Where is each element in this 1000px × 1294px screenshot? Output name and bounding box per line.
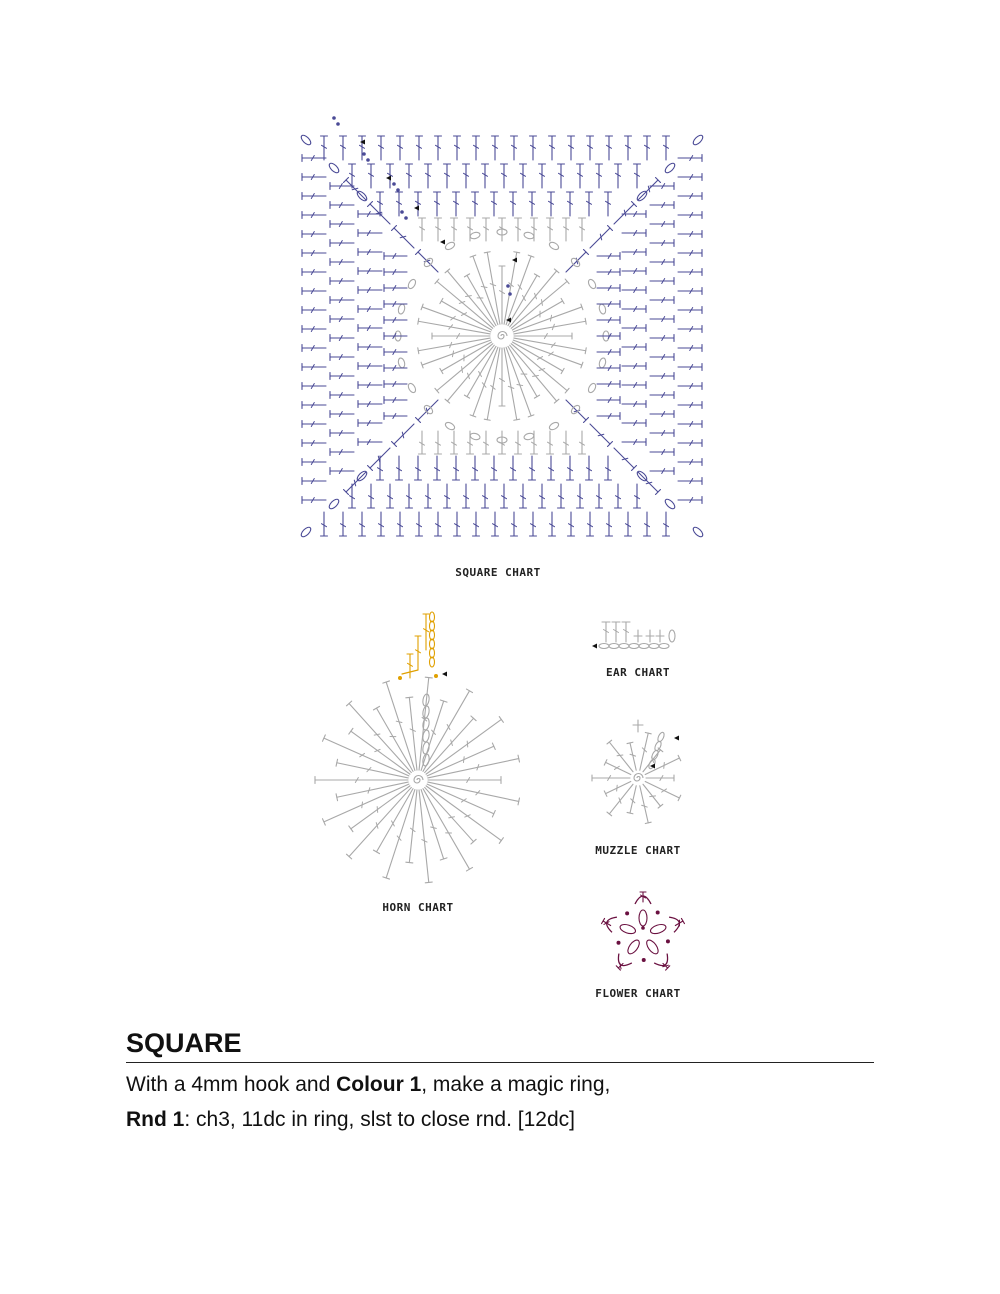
start-marker	[512, 258, 517, 263]
slip-stitch	[434, 674, 438, 678]
instruction-line-2	[126, 1106, 575, 1134]
flower-center-chain	[644, 938, 660, 956]
slip-stitch	[362, 152, 366, 156]
corner-dc	[346, 472, 366, 492]
corner-dc	[566, 252, 586, 272]
slip-stitch	[400, 210, 404, 214]
stitch-top	[336, 794, 337, 801]
muzzle-chain	[651, 749, 660, 760]
stitch-top	[373, 850, 379, 854]
round-chain	[397, 357, 405, 368]
stitch-top	[585, 318, 586, 324]
horn-chain	[422, 742, 430, 755]
round-chain	[469, 432, 480, 440]
stitch-slash	[377, 807, 378, 813]
stitch-top	[484, 252, 490, 253]
corner-dc	[590, 424, 610, 444]
slip-stitch	[641, 926, 645, 930]
petal-slip	[666, 939, 670, 943]
slip-stitch	[404, 216, 408, 220]
stitch-top	[349, 728, 353, 734]
stitch-top	[514, 252, 520, 253]
start-marker	[414, 206, 419, 211]
start-marker	[440, 240, 445, 245]
corner-chain	[692, 134, 705, 147]
stitch-top	[627, 812, 633, 813]
stitch-top	[484, 419, 490, 420]
horn-dc	[386, 790, 415, 878]
muzzle-chart	[586, 714, 696, 834]
round-chain	[523, 231, 534, 239]
stitch-slash	[462, 367, 463, 373]
stitch-slash	[541, 300, 542, 306]
flower-center-chain	[639, 910, 647, 926]
flower-chart	[596, 886, 690, 980]
round-chain	[598, 357, 606, 368]
corner-chain	[328, 498, 341, 511]
corner-chain	[300, 526, 313, 539]
horn-chain	[422, 718, 430, 731]
muzzle-dc	[645, 781, 679, 797]
slip-stitch	[336, 122, 340, 126]
stitch-slash	[463, 757, 464, 763]
stitch-top	[425, 882, 432, 883]
slip-stitch	[332, 116, 336, 120]
stitch-slash	[396, 721, 402, 722]
flower-center-chain	[619, 923, 637, 936]
round-chain	[444, 241, 456, 251]
round-chain	[444, 421, 456, 431]
ear-chain	[639, 644, 649, 649]
stitch-slash	[648, 186, 649, 192]
stitch-top	[499, 838, 503, 844]
round-label: Rnd 1	[126, 1108, 185, 1131]
start-marker	[386, 176, 391, 181]
round-chain	[523, 432, 534, 440]
muzzle-dc	[609, 784, 633, 814]
slip-stitch	[392, 182, 396, 186]
stitch-slash	[400, 236, 406, 237]
stitch-top	[336, 759, 337, 766]
petal-slip	[656, 911, 660, 915]
ear-chain	[659, 644, 669, 649]
colour-label: Colour 1	[336, 1073, 422, 1096]
square-chart-caption: SQUARE CHART	[455, 566, 541, 579]
instruction-text: With a 4mm hook and	[126, 1073, 337, 1096]
petal-slip	[625, 911, 629, 915]
stitch-slash	[517, 384, 523, 385]
stitch-top	[518, 798, 519, 805]
stitch-slash	[622, 458, 628, 459]
stitch-slash	[550, 315, 551, 321]
corner-dc	[394, 228, 414, 248]
round-chain	[397, 303, 405, 314]
stitch-top	[466, 689, 472, 693]
petal-slip	[642, 958, 646, 962]
horn-dc	[324, 738, 409, 776]
stitch-top	[466, 867, 472, 871]
square-chart	[276, 110, 728, 562]
slip-stitch	[508, 292, 512, 296]
muzzle-dc	[640, 786, 648, 823]
flower-center-chain	[626, 938, 642, 956]
round-chain	[598, 303, 606, 314]
horn-dc	[386, 682, 415, 770]
horn-chart-caption: HORN CHART	[382, 901, 454, 914]
round-chain	[587, 382, 597, 394]
corner-chain	[664, 498, 677, 511]
ear-chart-caption: EAR CHART	[605, 666, 671, 679]
magic-ring	[414, 776, 423, 784]
stitch-slash	[362, 802, 363, 808]
round-chain	[548, 241, 560, 251]
ear-chain	[619, 644, 629, 649]
start-marker	[674, 736, 679, 741]
round-chain	[407, 382, 417, 394]
corner-dc	[614, 448, 634, 468]
ear-chain	[609, 644, 619, 649]
stitch-top	[418, 318, 419, 324]
horn-dc	[421, 790, 444, 859]
instruction-line-1	[126, 1071, 610, 1099]
stitch-slash	[402, 432, 403, 438]
corner-dc	[418, 400, 438, 420]
horn-dc	[419, 790, 429, 882]
section-heading: SQUARE	[126, 1026, 874, 1063]
stitch-slash	[452, 351, 453, 357]
stitch-top	[406, 697, 413, 698]
stitch-slash	[600, 234, 601, 240]
slip-stitch	[366, 158, 370, 162]
stitch-slash	[617, 755, 623, 756]
stitch-top	[373, 706, 379, 710]
ear-chain	[629, 644, 639, 649]
round-chain	[407, 278, 417, 290]
stitch-slash	[620, 963, 621, 969]
stitch-slash	[374, 734, 380, 735]
corner-dc	[638, 472, 658, 492]
slip-stitch	[398, 676, 402, 680]
horn-dc	[428, 759, 519, 778]
muzzle-chart-caption: MUZZLE CHART	[595, 844, 681, 857]
stitch-slash	[619, 798, 621, 803]
stitch-slash	[467, 741, 468, 747]
muzzle-dc	[609, 742, 633, 772]
horn-dc	[324, 784, 409, 822]
flower-center-chain	[649, 923, 667, 936]
corner-chain	[300, 134, 313, 147]
stitch-slash	[617, 785, 618, 791]
magic-ring	[498, 332, 507, 340]
ear-chain	[669, 630, 675, 642]
stitch-slash	[664, 763, 665, 769]
slip-stitch	[396, 188, 400, 192]
stitch-top	[499, 717, 503, 723]
muzzle-chain	[657, 731, 666, 742]
ear-chain	[599, 644, 609, 649]
round-chain	[469, 231, 480, 239]
slip-stitch	[506, 284, 510, 288]
horn-dc	[421, 701, 444, 770]
corner-chain	[664, 162, 677, 175]
round-chain	[587, 278, 597, 290]
stitch-top	[645, 732, 651, 733]
corner-dc	[638, 180, 658, 200]
round-instruction: : ch3, 11dc in ring, slst to close rnd. [12dc]	[184, 1108, 575, 1131]
horn-dc	[409, 790, 417, 863]
stitch-top	[514, 419, 520, 420]
corner-chain	[692, 526, 705, 539]
stitch-slash	[466, 296, 472, 297]
petal-slip	[617, 941, 621, 945]
instruction-text: , make a magic ring,	[421, 1073, 611, 1096]
stitch-top	[418, 348, 419, 354]
stitch-slash	[352, 188, 358, 189]
horn-dc	[409, 697, 417, 770]
corner-chain	[328, 162, 341, 175]
start-marker	[442, 672, 447, 677]
stitch-top	[645, 822, 651, 823]
muzzle-dc	[630, 743, 636, 770]
corner-dc	[566, 400, 586, 420]
horn-chart	[300, 600, 540, 895]
stitch-top	[518, 755, 519, 762]
stitch-top	[585, 348, 586, 354]
stitch-slash	[354, 480, 355, 486]
horn-dc	[428, 782, 519, 801]
ear-chain	[649, 644, 659, 649]
corner-dc	[418, 252, 438, 272]
stitch-top	[406, 862, 413, 863]
stitch-slash	[481, 286, 487, 287]
stitch-slash	[431, 827, 437, 828]
stitch-slash	[646, 482, 652, 483]
start-marker	[592, 644, 597, 649]
stitch-slash	[533, 375, 539, 376]
stitch-top	[627, 742, 633, 743]
stitch-top	[425, 677, 432, 678]
stitch-slash	[598, 434, 604, 435]
corner-dc	[394, 424, 414, 444]
ear-chart	[588, 612, 688, 658]
round-chain	[548, 421, 560, 431]
corner-dc	[590, 228, 610, 248]
magic-ring	[634, 774, 643, 782]
corner-dc	[346, 180, 366, 200]
muzzle-dc	[645, 758, 679, 774]
stitch-slash	[449, 817, 455, 818]
stitch-top	[349, 826, 353, 832]
muzzle-chain	[648, 758, 657, 769]
stitch-slash	[650, 796, 656, 797]
flower-chart-caption: FLOWER CHART	[595, 987, 681, 1000]
stitch-slash	[624, 210, 625, 216]
